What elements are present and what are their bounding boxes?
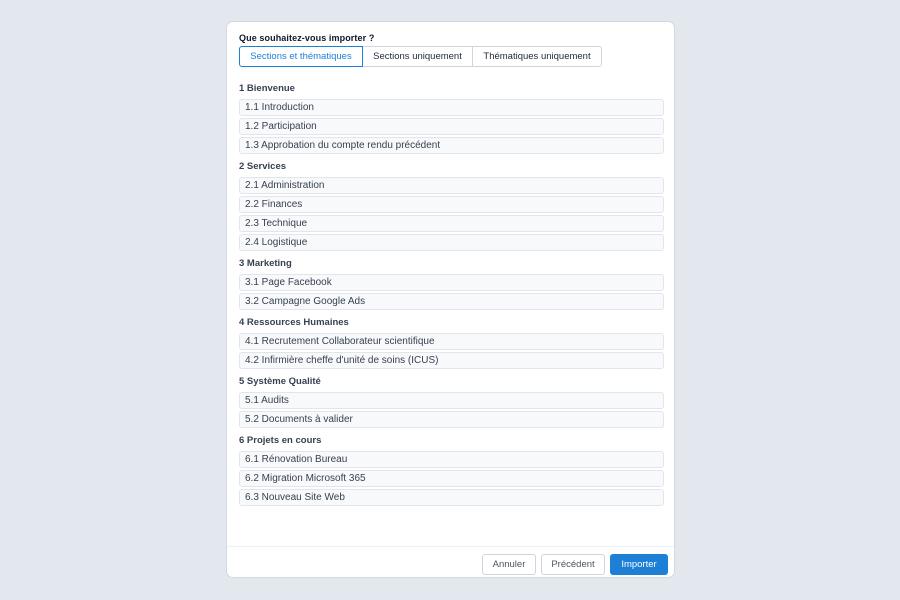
- topic-item[interactable]: 5.2 Documents à valider: [239, 411, 664, 428]
- section-group: [239, 257, 664, 310]
- section-group: [239, 160, 664, 251]
- import-question: Que souhaitez-vous importer ?: [239, 33, 375, 43]
- section-title: 5 Système Qualité: [239, 376, 321, 387]
- previous-button[interactable]: Précédent: [541, 554, 605, 575]
- topic-item[interactable]: 3.1 Page Facebook: [239, 274, 664, 291]
- section-group: [239, 375, 664, 428]
- topic-item[interactable]: 1.1 Introduction: [239, 99, 664, 116]
- topic-item[interactable]: 4.1 Recrutement Collaborateur scientifique: [239, 333, 664, 350]
- section-group: [239, 316, 664, 369]
- section-title: 4 Ressources Humaines: [239, 317, 349, 328]
- section-group: [239, 82, 664, 154]
- option-topics-only[interactable]: Thématiques uniquement: [472, 46, 602, 67]
- topic-item[interactable]: 2.2 Finances: [239, 196, 664, 213]
- option-sections-and-topics[interactable]: Sections et thématiques: [239, 46, 363, 67]
- section-title: 3 Marketing: [239, 258, 292, 269]
- topic-item[interactable]: 1.2 Participation: [239, 118, 664, 135]
- topic-item[interactable]: 2.4 Logistique: [239, 234, 664, 251]
- option-sections-only[interactable]: Sections uniquement: [362, 46, 473, 67]
- import-dialog: [226, 21, 675, 578]
- cancel-button[interactable]: Annuler: [482, 554, 536, 575]
- dialog-footer: [482, 554, 668, 575]
- section-list: [239, 82, 664, 512]
- section-group: [239, 434, 664, 506]
- topic-item[interactable]: 6.3 Nouveau Site Web: [239, 489, 664, 506]
- topic-item[interactable]: 6.1 Rénovation Bureau: [239, 451, 664, 468]
- topic-item[interactable]: 2.3 Technique: [239, 215, 664, 232]
- topic-item[interactable]: 5.1 Audits: [239, 392, 664, 409]
- topic-item[interactable]: 3.2 Campagne Google Ads: [239, 293, 664, 310]
- topic-item[interactable]: 2.1 Administration: [239, 177, 664, 194]
- topic-item[interactable]: 6.2 Migration Microsoft 365: [239, 470, 664, 487]
- topic-item[interactable]: 1.3 Approbation du compte rendu précédent: [239, 137, 664, 154]
- section-title: 1 Bienvenue: [239, 83, 295, 94]
- import-mode-selector: [239, 46, 602, 67]
- footer-divider: [227, 546, 674, 547]
- import-button[interactable]: Importer: [610, 554, 668, 575]
- topic-item[interactable]: 4.2 Infirmière cheffe d'unité de soins (ICUS): [239, 352, 664, 369]
- section-title: 6 Projets en cours: [239, 435, 322, 446]
- section-title: 2 Services: [239, 161, 287, 172]
